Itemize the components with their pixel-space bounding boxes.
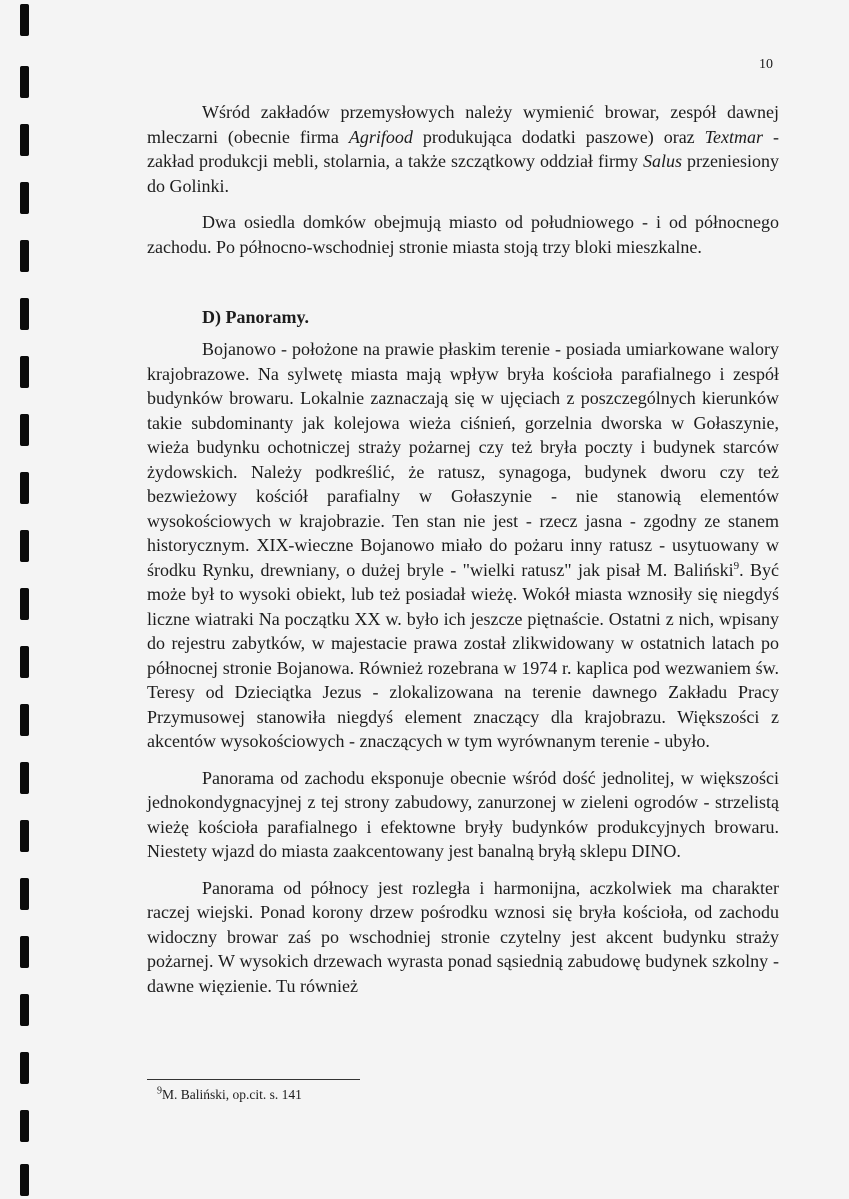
- paragraph-north-panorama: Panorama od północy jest rozległa i harmonijna, aczkolwiek ma charakter raczej wiejski. Ponad korony drzew pośrodku wznosi się bryła kościoła, od zachodu widoczny browar zaś po wschodniej stronie czytelny jest akcent budynku straży pożarnej. W wysokich drzewach wyrasta ponad sąsiednią zabudowę budynek szkolny - dawne więzienie. Tu również: [147, 877, 779, 996]
- text-run: . Być może był to wysoki obiekt, lub też posiadał wieżę. Wokół miasta wznosiły się niegdyś liczne wiatraki Na początku XX w. było ich jeszcze piętnaście. Ostatni z nich, wpisany do rejestru zabytków, w majestacie prawa został zlikwidowany w ostatnich latach po północnej stronie Bojanowa. Również rozebrana w 1974 r. kaplica pod wezwaniem św. Teresy od Dzieciątka Jezus - zlokalizowana na terenie dawnego Zakładu Pracy Przymusowej stanowiła niegdyś element znaczący dla krajobrazu. Większości z akcentów wysokościowych - znaczących w tym wyrównanym terenie - ubyło.: [147, 559, 779, 751]
- binding-hole: [20, 66, 29, 98]
- binding-hole: [20, 588, 29, 620]
- binding-hole: [20, 878, 29, 910]
- binding-hole: [20, 472, 29, 504]
- paragraph-panoramas-intro: [147, 337, 779, 754]
- company-name-salus: Salus: [643, 151, 683, 171]
- footnote-number: 9: [157, 1085, 162, 1097]
- binding-hole: [20, 356, 29, 388]
- paragraph-industry: [147, 100, 779, 198]
- paragraph-housing: Dwa osiedla domków obejmują miasto od południowego - i od północnego zachodu. Po północno-wschodniej stronie miasta stoją trzy bloki mieszkalne.: [147, 212, 779, 257]
- text-run: Wśród zakładów przemysłowych należy wymienić browar, zespół dawnej mleczarni (obecnie firma: [147, 102, 779, 147]
- footnote-separator: [147, 1079, 360, 1080]
- paragraph-west-panorama: Panorama od zachodu eksponuje obecnie wśród dość jednolitej, w większości jednokondygnacyjnej z tej strony zabudowy, zanurzonej w zieleni ogrodów - strzelistą wieżę kościoła parafialnego i efektowne bryły budynków produkcyjnych browaru. Niestety wjazd do miasta zaakcentowany jest banalną bryłą sklepu DINO.: [147, 767, 779, 861]
- text-run: Bojanowo - położone na prawie płaskim terenie - posiada umiarkowane walory krajobrazowe. Na sylwetę miasta mają wpływ bryła kościoła parafialnego i zespół budynków browaru. Lokalnie zaznaczają się w ujęciach z poszczególnych kierunków takie subdominanty jak kolejowa wieża ciśnień, gorzelnia dworska w Gołaszynie, wieża budynku ochotniczej straży pożarnej czy też bryła poczty i budynek starców żydowskich. Należy podkreślić, że ratusz, synagoga, budynek dworu czy też bezwieżowy kościół parafialny w Gołaszynie - nie stanowią elementów wysokościowych w krajobrazie. Ten stan nie jest - rzecz jasna - zgodny ze stanem historycznym. XIX-wieczne Bojanowo miało do pożaru inny ratusz - usytuowany w środku Rynku, drewniany, o dużej bryle - "wielki ratusz" jak pisał M. Baliński: [147, 339, 779, 580]
- binding-hole: [20, 182, 29, 214]
- binding-hole: [20, 1110, 29, 1142]
- binding-hole: [20, 646, 29, 678]
- footnote-text: M. Baliński, op.cit. s. 141: [162, 1087, 302, 1102]
- binding-hole: [20, 530, 29, 562]
- company-name-textmar: Textmar: [704, 126, 764, 147]
- binding-hole: [20, 414, 29, 446]
- footnote-reference[interactable]: 9: [733, 559, 740, 572]
- company-name-agrifood: Agrifood: [348, 126, 413, 147]
- text-run: produkująca dodatki paszowe) oraz: [412, 126, 705, 147]
- text-run: - zakład produkcji mebli, stolarnia, a także szczątkowy oddział firmy: [147, 126, 779, 171]
- page-number: 10: [759, 57, 773, 72]
- binding-hole: [20, 936, 29, 968]
- binding-holes: [0, 0, 40, 1199]
- binding-hole: [20, 124, 29, 156]
- binding-hole: [20, 240, 29, 272]
- binding-hole: [20, 762, 29, 794]
- footnote: [157, 1087, 302, 1103]
- section-heading: D) Panoramy.: [202, 307, 309, 327]
- document-body: [147, 100, 779, 1010]
- binding-hole: [20, 820, 29, 852]
- text-run: przeniesiony do Golinki.: [147, 151, 780, 196]
- binding-hole: [20, 298, 29, 330]
- binding-hole: [20, 994, 29, 1026]
- binding-hole: [20, 1052, 29, 1084]
- binding-hole: [20, 1164, 29, 1196]
- binding-hole: [20, 704, 29, 736]
- binding-hole: [20, 4, 29, 36]
